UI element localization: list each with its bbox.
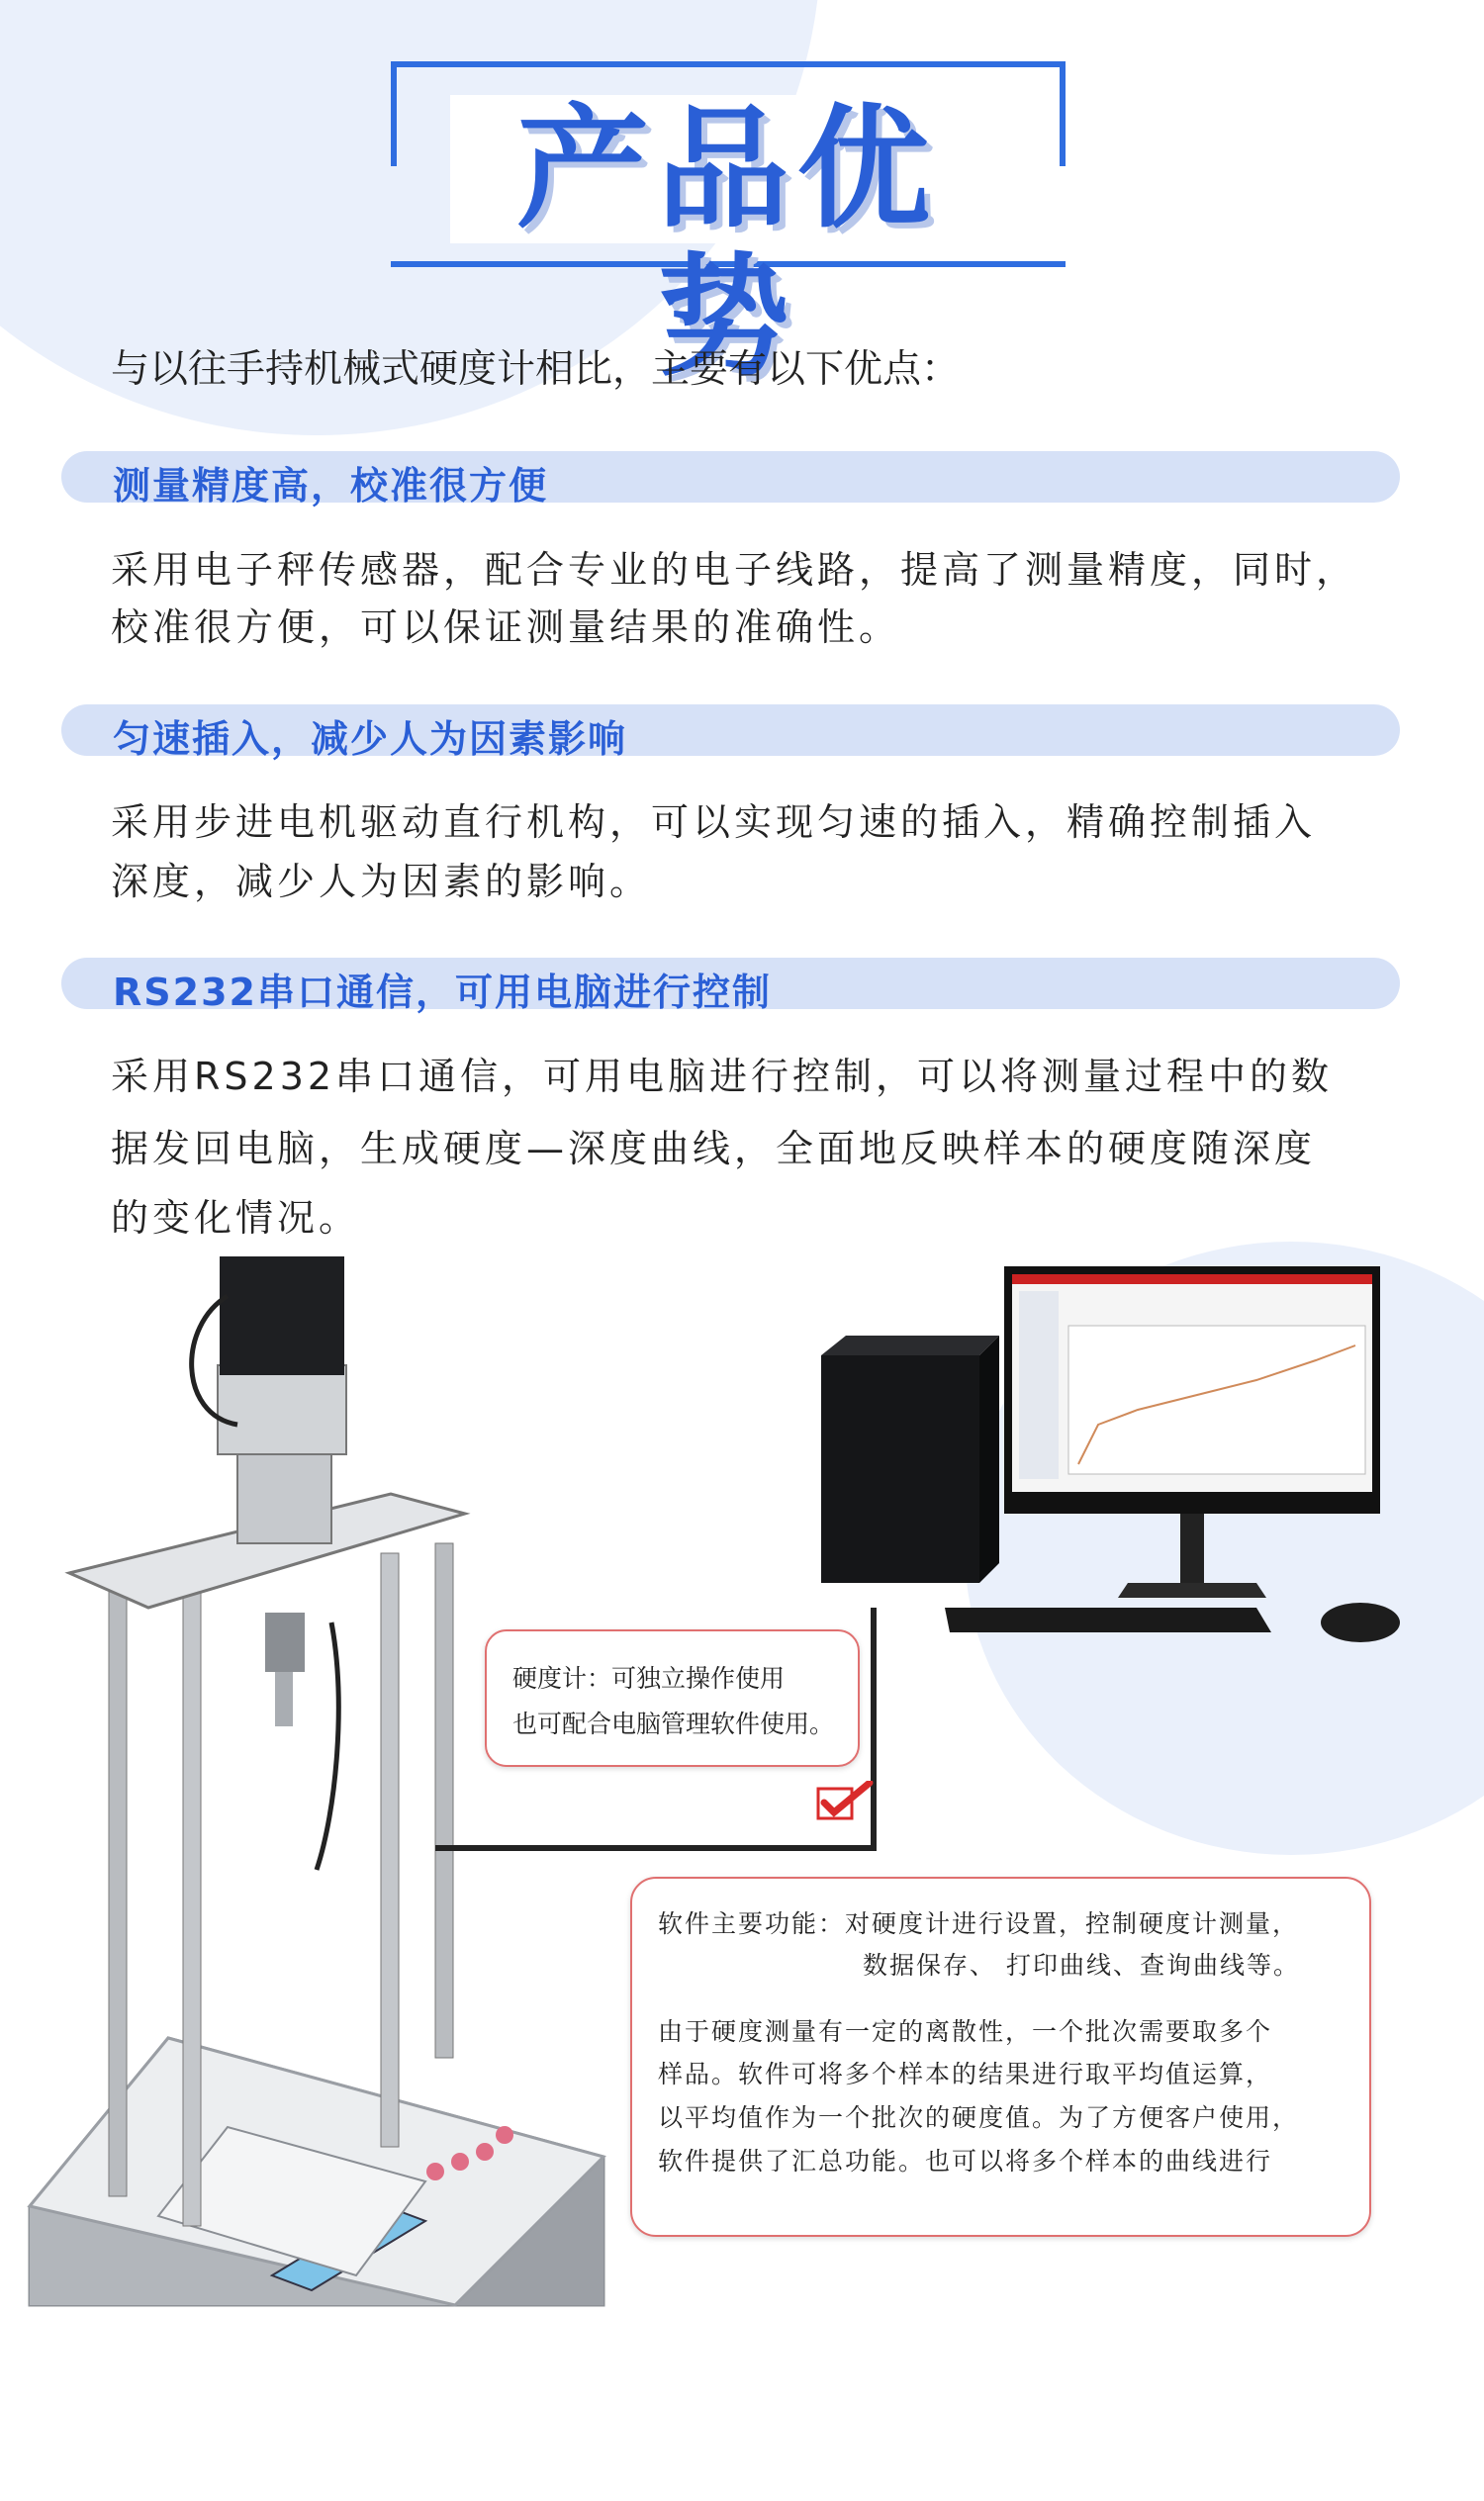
section-3-line-1: 采用RS232串口通信，可用电脑进行控制，可以将测量过程中的数 xyxy=(111,1055,1334,1098)
section-3-line-2: 据发回电脑，生成硬度—深度曲线，全面地反映样本的硬度随深度 xyxy=(111,1127,1317,1170)
connector-line-horizontal xyxy=(435,1845,877,1851)
checkmark-icon xyxy=(816,1781,874,1822)
section-1-line-1: 采用电子秤传感器，配合专业的电子线路，提高了测量精度，同时， xyxy=(111,548,1358,592)
callout-2-line-3: 由于硬度测量有一定的离散性，一个批次需要取多个 xyxy=(658,2017,1273,2046)
page-title: 产品优势 xyxy=(450,95,1004,243)
callout-2-line-4: 样品。软件可将多个样本的结果进行取平均值运算， xyxy=(658,2060,1273,2088)
callout-2-line-6: 软件提供了汇总功能。也可以将多个样本的曲线进行 xyxy=(658,2147,1273,2176)
section-heading-1: 测量精度高，校准很方便 xyxy=(113,464,549,508)
callout-1-line-2: 也可配合电脑管理软件使用。 xyxy=(512,1710,835,1738)
section-heading-2: 匀速插入，减少人为因素影响 xyxy=(113,717,628,761)
hardness-tester-callout xyxy=(485,1629,860,1767)
callout-1-line-1: 硬度计：可独立操作使用 xyxy=(512,1664,786,1693)
section-heading-3: RS232串口通信，可用电脑进行控制 xyxy=(113,971,772,1014)
section-2-line-2: 深度，减少人为因素的影响。 xyxy=(111,860,652,903)
intro-text: 与以往手持机械式硬度计相比，主要有以下优点： xyxy=(111,347,961,392)
section-3-line-3: 的变化情况。 xyxy=(111,1196,361,1240)
software-features-callout xyxy=(630,1877,1371,2237)
section-1-line-2: 校准很方便，可以保证测量结果的准确性。 xyxy=(111,605,901,649)
section-2-line-1: 采用步进电机驱动直行机构，可以实现匀速的插入，精确控制插入 xyxy=(111,800,1317,844)
callout-2-line-1: 软件主要功能：对硬度计进行设置，控制硬度计测量， xyxy=(658,1909,1300,1938)
callout-2-line-5: 以平均值作为一个批次的硬度值。为了方便客户使用， xyxy=(658,2103,1300,2132)
computer-image xyxy=(821,1266,1435,1682)
callout-2-line-2: 数据保存、 打印曲线、查询曲线等。 xyxy=(863,1951,1300,1980)
hardness-tester-image xyxy=(0,1256,633,2325)
